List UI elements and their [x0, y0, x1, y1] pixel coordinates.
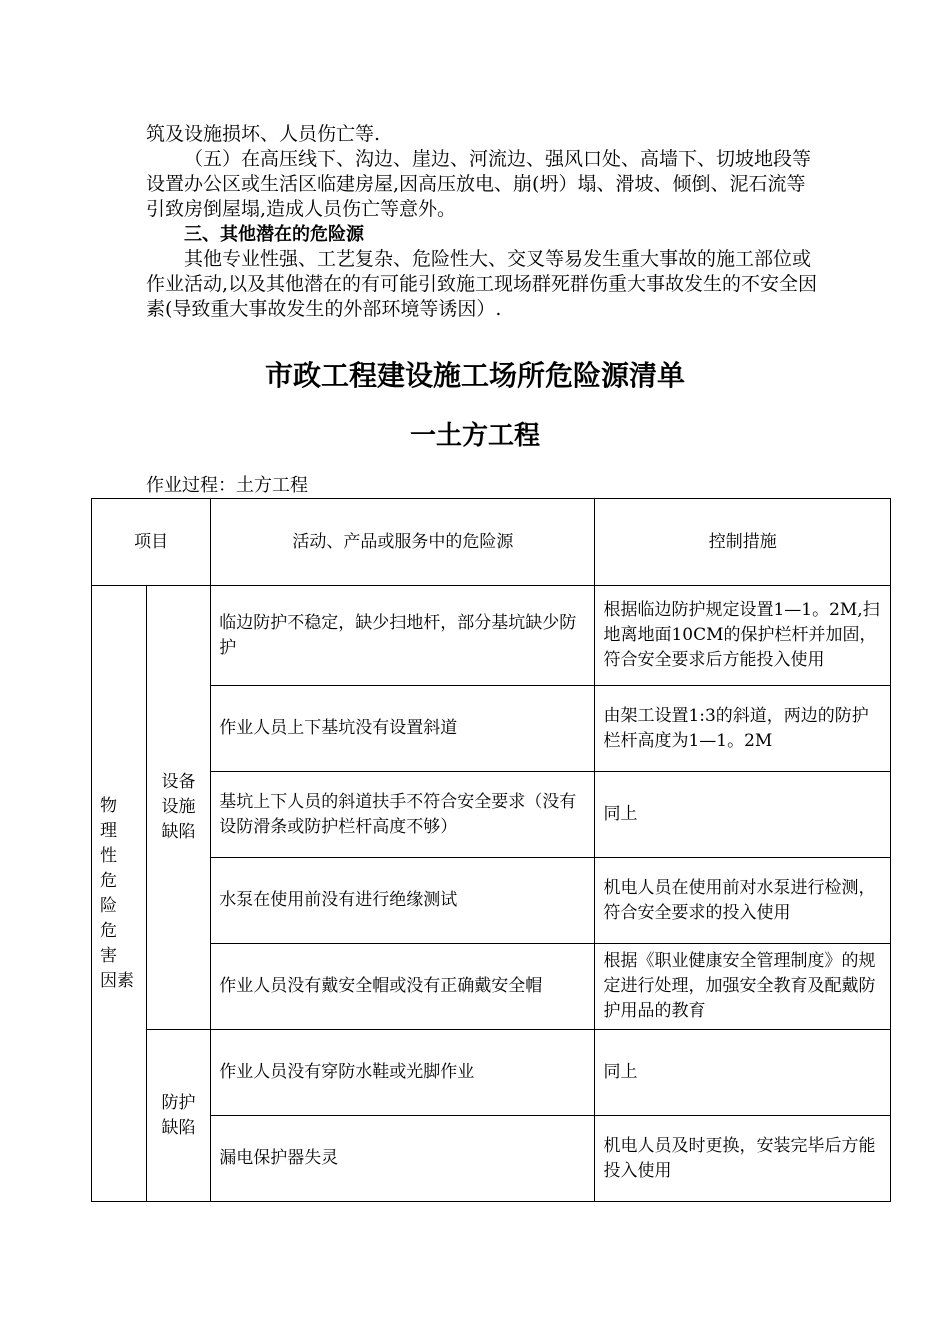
hazard-cell: 作业人员没有穿防水鞋或光脚作业: [211, 1030, 595, 1116]
hazard-cell: 漏电保护器失灵: [211, 1116, 595, 1202]
group-equipment-defects: 设备设施缺陷: [146, 586, 211, 1030]
control-cell: 根据临边防护规定设置1—1。2M,扫地离地面10CM的保护栏杆并加固，符合安全要求后方能投入使用: [595, 586, 891, 686]
intro-line-1: 筑及设施损坏、人员伤亡等.: [146, 123, 381, 145]
control-cell: 同上: [595, 772, 891, 858]
control-cell: 根据《职业健康安全管理制度》的规定进行处理，加强安全教育及配戴防护用品的教育: [595, 944, 891, 1030]
control-cell: 机电人员在使用前对水泵进行检测，符合安全要求的投入使用: [595, 858, 891, 944]
table-row: [92, 586, 891, 686]
header-control: 控制措施: [595, 499, 891, 586]
hazard-cell: 作业人员上下基坑没有设置斜道: [211, 686, 595, 772]
table-row: [92, 1030, 891, 1116]
heading-other-hazards: 三、其他潜在的危险源: [184, 224, 364, 245]
control-cell: 由架工设置1:3的斜道，两边的防护栏杆高度为1—1。2M: [595, 686, 891, 772]
section-title: 一土方工程: [409, 421, 540, 451]
hazard-cell: 基坑上下人员的斜道扶手不符合安全要求（没有设防滑条或防护栏杆高度不够）: [211, 772, 595, 858]
table-row: [92, 858, 891, 944]
control-cell: 机电人员及时更换，安装完毕后方能投入使用: [595, 1116, 891, 1202]
table-row: [92, 1116, 891, 1202]
hazard-cell: 水泵在使用前没有进行绝缘测试: [211, 858, 595, 944]
intro-text: [146, 122, 822, 322]
document-title: 市政工程建设施工场所危险源清单: [264, 359, 685, 392]
paragraph-five: （五）在高压线下、沟边、崖边、河流边、强风口处、高墙下、切坡地段等设置办公区或生活区临建房屋,因高压放电、崩(坍）塌、滑坡、倾倒、泥石流等引致房倒屋塌,造成人员伤亡等意外。: [146, 148, 812, 220]
table-row: [92, 772, 891, 858]
header-item: 项目: [92, 499, 211, 586]
control-cell: 同上: [595, 1030, 891, 1116]
header-hazard: 活动、产品或服务中的危险源: [211, 499, 595, 586]
hazard-cell: 临边防护不稳定，缺少扫地杆，部分基坑缺少防护: [211, 586, 595, 686]
table-row: [92, 944, 891, 1030]
table-row: [92, 686, 891, 772]
process-label: 作业过程：土方工程: [146, 475, 308, 496]
table-header-row: [92, 499, 891, 586]
category-cell: 物 理 性 危 险 危 害 因素: [92, 586, 147, 1202]
paragraph-other-hazards: 其他专业性强、工艺复杂、危险性大、交叉等易发生重大事故的施工部位或作业活动,以及其他潜在的有可能引致施工现场群死群伤重大事故发生的不安全因素(导致重大事故发生的外部环境等诱因）.: [146, 248, 818, 320]
group-protection-defects: 防护缺陷: [146, 1030, 211, 1202]
hazard-cell: 作业人员没有戴安全帽或没有正确戴安全帽: [211, 944, 595, 1030]
hazard-table: [91, 498, 891, 1202]
